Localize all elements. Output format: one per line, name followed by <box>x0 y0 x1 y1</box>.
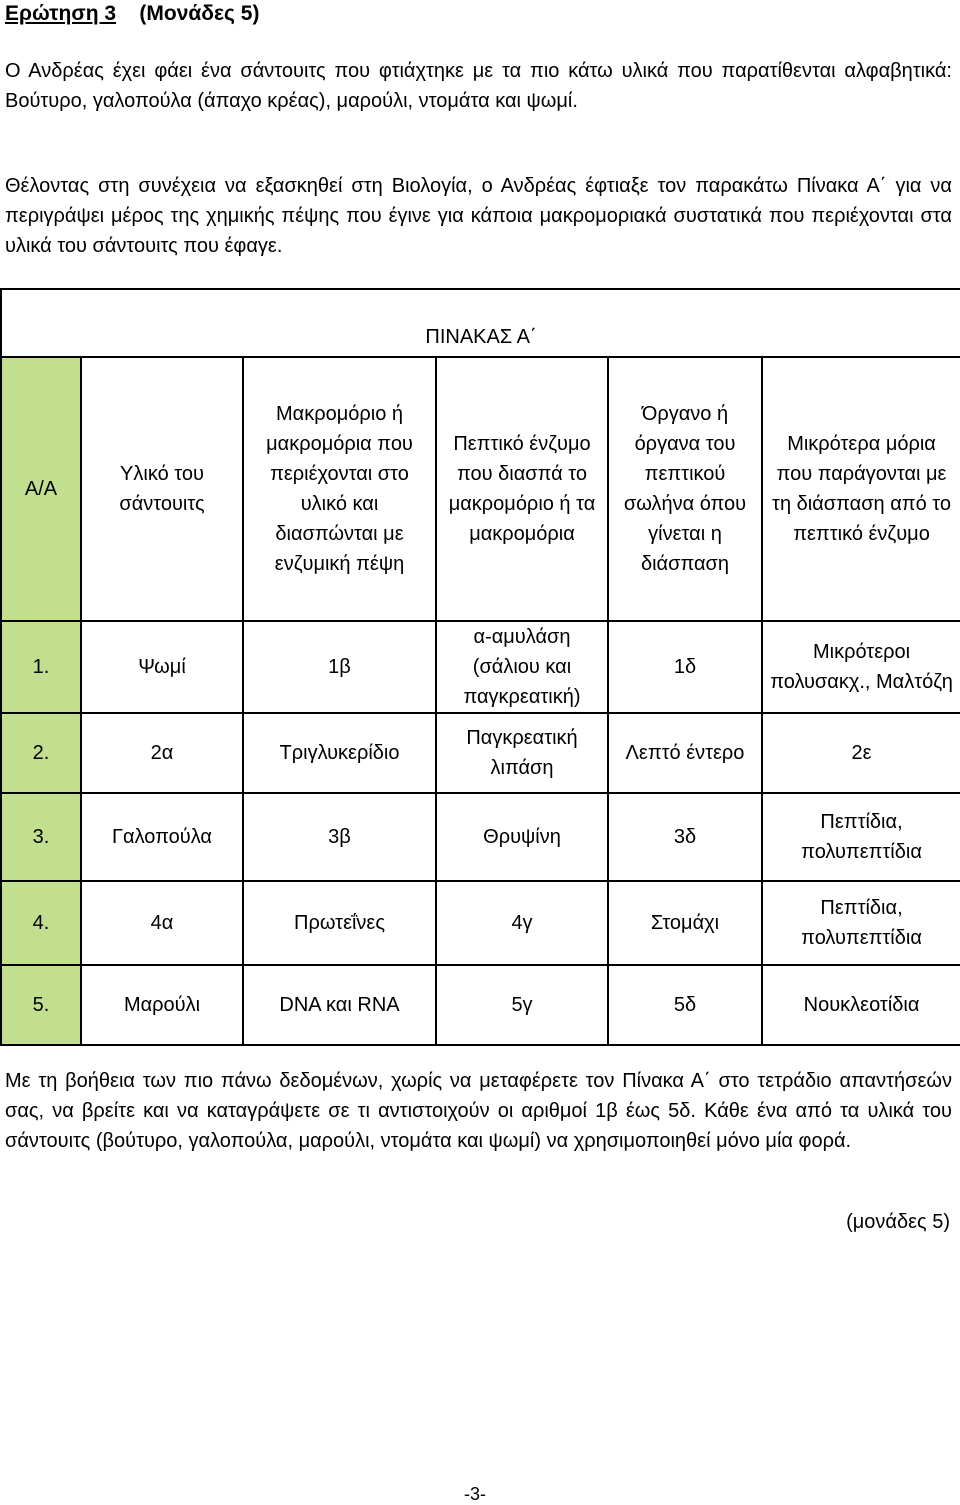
table-cell: DNA και RNA <box>243 965 436 1045</box>
table-cell: Ψωμί <box>81 621 243 713</box>
page-number: -3- <box>464 1484 486 1504</box>
table-cell: 2ε <box>762 713 960 793</box>
table-cell: Τριγλυκερίδιο <box>243 713 436 793</box>
table-cell: 3δ <box>608 793 762 881</box>
table-cell: Πρωτεΐνες <box>243 881 436 965</box>
row-number: 1. <box>1 621 81 713</box>
intro-paragraph: Ο Ανδρέας έχει φάει ένα σάντουιτς που φτιάχτηκε με τα πιο κάτω υλικά που παρατίθενται αλφαβητικά: Βούτυρο, γαλοπούλα (άπαχο κρέας), μαρούλι, ντομάτα και ψωμί. <box>5 60 952 112</box>
header-cell: Όργανο ή όργανα του πεπτικού σωλήνα όπου γίνεται η διάσπαση <box>608 357 762 621</box>
table-cell: 1β <box>243 621 436 713</box>
table-header-row <box>1 357 960 621</box>
row-number: 4. <box>1 881 81 965</box>
table-cell: Μικρότεροι πολυσακχ., Μαλτόζη <box>762 621 960 713</box>
table-cell: α-αμυλάση (σάλιου και παγκρεατική) <box>436 621 608 713</box>
header-cell: Μακρομόριο ή μακρομόρια που περιέχονται στο υλικό και διασπώνται με ενζυμική πέψη <box>243 357 436 621</box>
table-cell: Πεπτίδια, πολυπεπτίδια <box>762 793 960 881</box>
marks-label: (μονάδες 5) <box>846 1211 950 1233</box>
table-title: ΠΙΝΑΚΑΣ Α΄ <box>1 289 960 357</box>
table-row <box>1 881 960 965</box>
table-cell: Λεπτό έντερο <box>608 713 762 793</box>
header-cell: Πεπτικό ένζυμο που διασπά το μακρομόριο ή τα μακρομόρια <box>436 357 608 621</box>
table-row <box>1 713 960 793</box>
table-cell: 4α <box>81 881 243 965</box>
table-row <box>1 965 960 1045</box>
table-cell: Γαλοπούλα <box>81 793 243 881</box>
table-cell: Θρυψίνη <box>436 793 608 881</box>
row-number: 2. <box>1 713 81 793</box>
table-cell: 2α <box>81 713 243 793</box>
row-number: 3. <box>1 793 81 881</box>
table-cell: 1δ <box>608 621 762 713</box>
question-heading <box>5 2 259 26</box>
table-row <box>1 621 960 713</box>
table-cell: Στομάχι <box>608 881 762 965</box>
header-cell: Α/Α <box>1 357 81 621</box>
row-number: 5. <box>1 965 81 1045</box>
table-cell: Πεπτίδια, πολυπεπτίδια <box>762 881 960 965</box>
table-a <box>0 288 960 1046</box>
table-cell: 4γ <box>436 881 608 965</box>
table-cell: Μαρούλι <box>81 965 243 1045</box>
table-cell: Νουκλεοτίδια <box>762 965 960 1045</box>
header-cell: Μικρότερα μόρια που παράγονται με τη διάσπαση από το πεπτικό ένζυμο <box>762 357 960 621</box>
instructions-paragraph: Με τη βοήθεια των πιο πάνω δεδομένων, χωρίς να μεταφέρετε τον Πίνακα Α΄ στο τετράδιο απαντήσεών σας, να βρείτε και να καταγράψετε σε τι αντιστοιχούν οι αριθμοί 1β έως 5δ. Κάθε ένα από τα υλικά του σάντουιτς (βούτυρο, γαλοπούλα, μαρούλι, ντομάτα και ψωμί) να χρησιμοποιηθεί μόνο μία φορά. <box>5 1070 952 1152</box>
question-title: Ερώτηση 3 <box>5 2 117 25</box>
context-paragraph: Θέλοντας στη συνέχεια να εξασκηθεί στη Βιολογία, ο Ανδρέας έφτιαξε τον παρακάτω Πίνακα Α΄ για να περιγράψει μέρος της χημικής πέψης που έγινε για κάποια μακρομοριακά συστατικά που περιέχονται στα υλικά του σάντουιτς που έφαγε. <box>5 175 952 257</box>
table-cell: Παγκρεατική λιπάση <box>436 713 608 793</box>
table-row <box>1 793 960 881</box>
table-cell: 5γ <box>436 965 608 1045</box>
table-cell: 3β <box>243 793 436 881</box>
table-cell: 5δ <box>608 965 762 1045</box>
question-points: (Μονάδες 5) <box>139 2 260 25</box>
header-cell: Υλικό του σάντουιτς <box>81 357 243 621</box>
